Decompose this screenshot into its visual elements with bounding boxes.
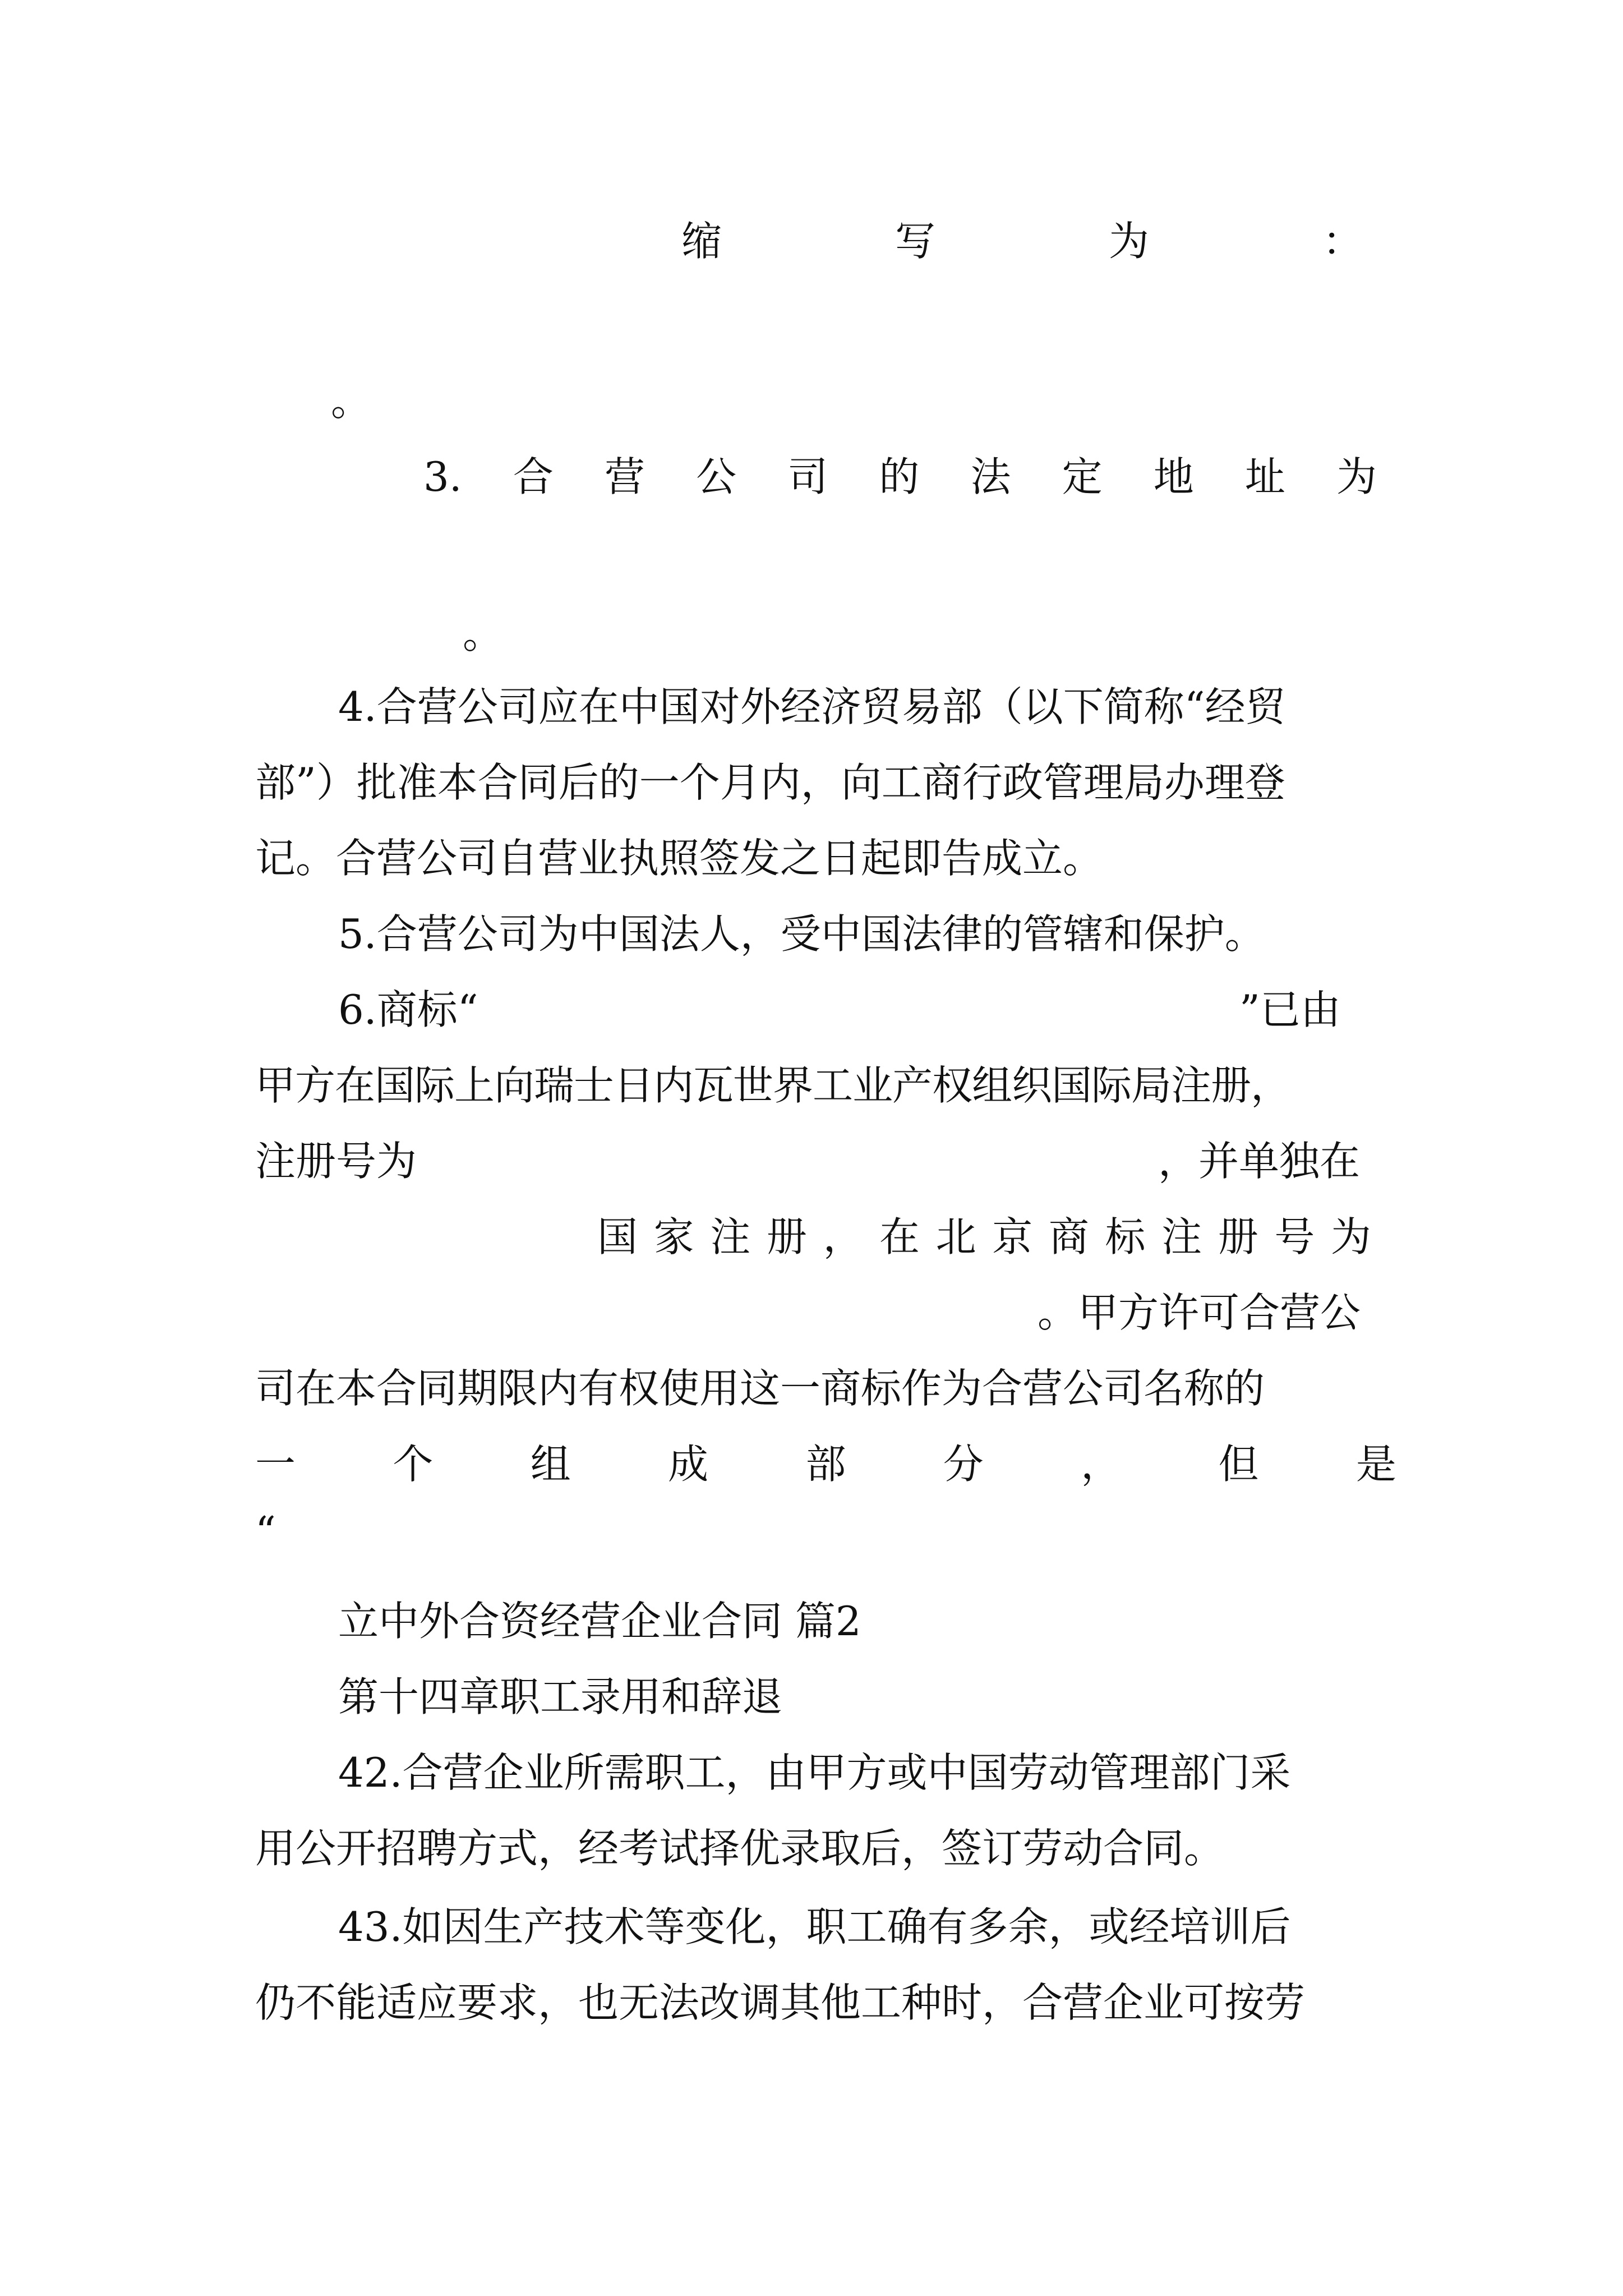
clause-6-line-4-char: 册 — [766, 1213, 807, 1260]
clause-3-char: 的 — [879, 453, 920, 500]
clause-3-char: 3. — [423, 453, 462, 500]
clause-6-line-7-char: 一 — [255, 1441, 296, 1488]
clause-6-line-4-char: 注 — [710, 1213, 751, 1260]
clause-3-char: 定 — [1062, 453, 1103, 500]
clause-6-spread-line — [255, 1436, 1396, 1492]
clause-3-char: 法 — [970, 453, 1011, 500]
clause-6-line-7-char: 组 — [530, 1441, 571, 1488]
clause-6-line-4-char: 商 — [1048, 1213, 1089, 1260]
clause-3-char: 地 — [1153, 453, 1194, 500]
abbreviation-line — [681, 213, 1363, 269]
clause-4-line-1: 4.合营公司应在中国对外经济贸易部（以下简称“经贸 — [338, 683, 1286, 730]
clause-6-line-6: 司在本合同期限内有权使用这一商标作为合营公司名称的 — [255, 1365, 1265, 1412]
contract-title: 立中外合资经营企业合同 篇2 — [338, 1598, 861, 1645]
clause-6-line-4-char: 家 — [653, 1213, 694, 1260]
clause-3-char: 公 — [696, 453, 737, 500]
abbreviation-line-char: ： — [1322, 218, 1363, 265]
clause-3-char: 合 — [513, 453, 554, 500]
clause-6-line-4-char: 册 — [1218, 1213, 1258, 1260]
clause-6-line-4-char: 北 — [935, 1213, 976, 1260]
clause-6-line-7-char: 分 — [943, 1441, 984, 1488]
clause-6-line-4-char: ， — [823, 1213, 864, 1260]
clause-6-line-7-char: 成 — [668, 1441, 709, 1488]
clause-6-line-4-char: 在 — [879, 1213, 920, 1260]
abbreviation-line-char: 缩 — [681, 218, 722, 265]
clause-6-trademark-open: 6.商标“ — [338, 986, 478, 1033]
clause-6-beijing-registration-line — [597, 1209, 1371, 1265]
clause-43-line-2: 仍不能适应要求，也无法改调其他工种时，合营企业可按劳 — [255, 1979, 1306, 2026]
clause-6-registration-label: 注册号为 — [255, 1138, 417, 1185]
clause-5-line: 5.合营公司为中国法人，受中国法律的管辖和保护。 — [338, 910, 1265, 958]
clause-6-line-7-char: ， — [1081, 1441, 1122, 1488]
abbreviation-end-mark: 。 — [331, 378, 372, 425]
clause-43-line-1: 43.如因生产技术等变化，职工确有多余，或经培训后 — [338, 1903, 1291, 1950]
clause-6-line-2: 甲方在国际上向瑞士日内瓦世界工业产权组织国际局注册， — [255, 1062, 1291, 1109]
clause-6-line-4-char: 京 — [992, 1213, 1033, 1260]
clause-42-line-1: 42.合营企业所需职工，由甲方或中国劳动管理部门采 — [338, 1749, 1291, 1796]
clause-6-license-start: 。甲方许可合营公 — [1038, 1289, 1361, 1336]
chapter-heading: 第十四章职工录用和辞退 — [338, 1673, 783, 1720]
clause-3-char: 为 — [1336, 453, 1377, 500]
clause-6-line-7-char: 是 — [1355, 1441, 1396, 1488]
clause-3-char: 址 — [1244, 453, 1285, 500]
clause-6-line-7-char: 部 — [805, 1441, 846, 1488]
clause-6-registration-tail: ，并单独在 — [1158, 1138, 1361, 1185]
clause-6-line-4-char: 国 — [597, 1213, 638, 1260]
clause-6-line-4-char: 标 — [1105, 1213, 1146, 1260]
clause-6-line-7-char: 但 — [1218, 1441, 1259, 1488]
clause-4-line-3: 记。合营公司自营业执照签发之日起即告成立。 — [255, 835, 1104, 882]
abbreviation-line-char: 为 — [1108, 218, 1149, 265]
clause-6-open-quote: “ — [255, 1508, 276, 1555]
abbreviation-line-char: 写 — [895, 218, 935, 265]
clause-3-address-line — [423, 449, 1377, 505]
clause-3-end-mark: 。 — [463, 610, 504, 657]
clause-6-line-4-char: 号 — [1274, 1213, 1315, 1260]
clause-6-line-7-char: 个 — [393, 1441, 434, 1488]
clause-3-char: 司 — [787, 453, 828, 500]
clause-4-line-2: 部”）批准本合同后的一个月内，向工商行政管理局办理登 — [255, 759, 1285, 806]
clause-42-line-2: 用公开招聘方式，经考试择优录取后，签订劳动合同。 — [255, 1825, 1225, 1872]
clause-6-line-4-char: 注 — [1161, 1213, 1202, 1260]
clause-6-line-4-char: 为 — [1330, 1213, 1371, 1260]
clause-6-trademark-close: ”已由 — [1239, 986, 1341, 1033]
clause-3-char: 营 — [604, 453, 645, 500]
